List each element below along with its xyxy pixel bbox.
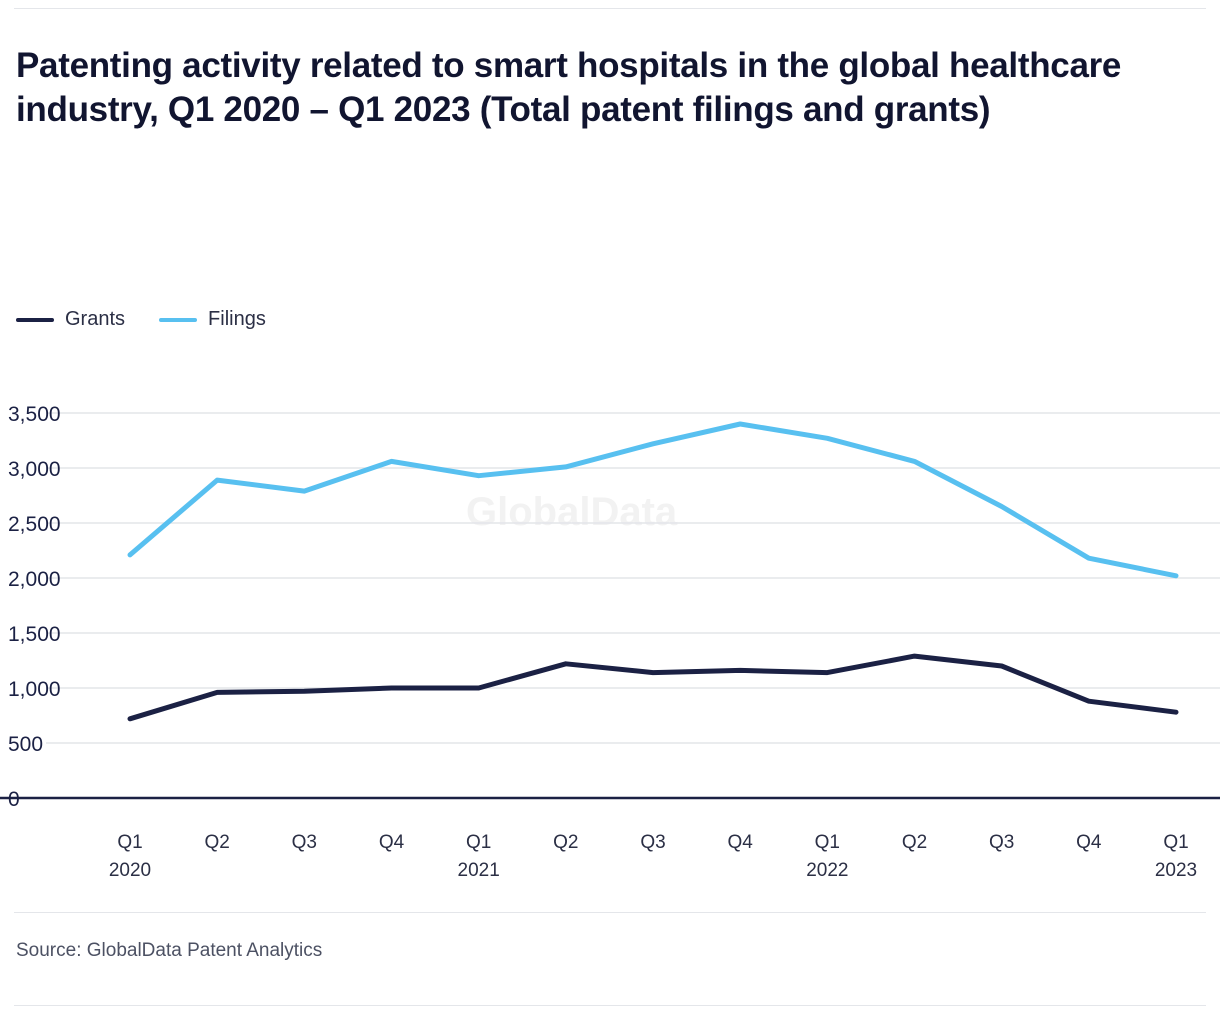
x-tick-2 [292, 832, 317, 854]
x-tick-12 [1155, 832, 1197, 882]
series-line-filings [130, 424, 1176, 576]
y-tick-0: 0 [8, 788, 20, 811]
legend-swatch-grants [16, 318, 54, 322]
y-tick-3000: 3,000 [8, 458, 61, 481]
y-tick-2500: 2,500 [8, 513, 61, 536]
x-tick-0 [109, 832, 151, 882]
x-tick-3 [379, 832, 404, 854]
watermark: GlobalData [466, 490, 678, 534]
x-tick-quarter: Q1 [1163, 832, 1189, 853]
x-tick-quarter: Q4 [378, 832, 405, 853]
legend-item-filings[interactable] [159, 308, 266, 331]
y-axis-tick-labels [8, 403, 61, 811]
x-tick-1 [204, 832, 229, 854]
x-tick-quarter: Q2 [901, 832, 928, 853]
x-tick-quarter: Q3 [291, 832, 318, 853]
x-tick-quarter: Q1 [465, 832, 492, 853]
x-tick-quarter: Q1 [117, 832, 143, 853]
legend-label-filings: Filings [208, 308, 266, 330]
x-tick-5 [553, 832, 578, 854]
legend-label-grants: Grants [65, 308, 126, 330]
legend-swatch-filings [159, 318, 197, 322]
x-tick-quarter: Q4 [727, 832, 753, 853]
y-tick-1000: 1,000 [8, 678, 61, 701]
x-tick-year: 2020 [108, 860, 152, 881]
x-tick-year: 2023 [1154, 860, 1198, 881]
chart-legend [16, 308, 266, 331]
legend-item-grants[interactable] [16, 308, 125, 331]
x-tick-quarter: Q2 [553, 832, 579, 853]
x-axis-labels [0, 832, 1220, 902]
x-tick-quarter: Q1 [814, 832, 840, 853]
y-tick-1500: 1,500 [8, 623, 61, 646]
top-divider [14, 8, 1206, 9]
y-tick-2000: 2,000 [8, 568, 61, 591]
x-tick-quarter: Q3 [988, 832, 1015, 853]
x-tick-10 [989, 832, 1014, 854]
page-title: Patenting activity related to smart hospitals in the global healthcare industry, Q1 2020 – Q1 2023 (Total patent filings and grants) [16, 46, 1122, 129]
source-note: Source: GlobalData Patent Analytics [16, 940, 323, 961]
chart-plot-area [0, 380, 1220, 830]
x-tick-quarter: Q2 [204, 832, 230, 853]
x-tick-7 [727, 832, 752, 854]
x-tick-8 [806, 832, 848, 882]
x-tick-6 [640, 832, 665, 854]
y-tick-500: 500 [8, 733, 44, 756]
x-tick-11 [1076, 832, 1101, 854]
x-tick-year: 2021 [457, 860, 500, 881]
x-tick-year: 2022 [806, 860, 849, 881]
x-tick-4 [458, 832, 500, 882]
bottom-divider [14, 1005, 1206, 1006]
chart-svg [0, 380, 1220, 830]
x-tick-9 [902, 832, 927, 854]
y-tick-3500: 3,500 [8, 403, 61, 426]
source-divider [14, 912, 1206, 913]
x-tick-quarter: Q4 [1076, 832, 1102, 853]
gridlines [0, 413, 1220, 798]
x-tick-quarter: Q3 [640, 832, 666, 853]
